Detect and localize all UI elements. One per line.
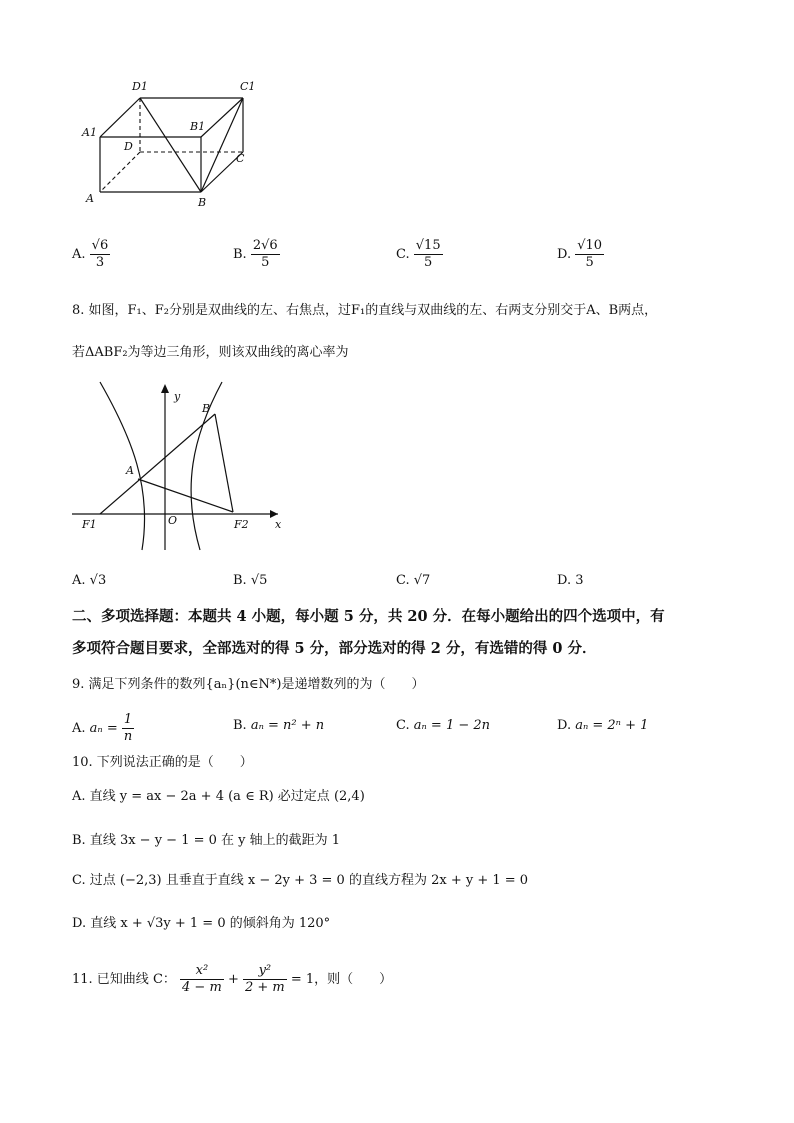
q7-option-b[interactable]: [233, 238, 280, 271]
option-letter: B.: [233, 718, 247, 733]
q7-option-c[interactable]: [396, 238, 443, 271]
label-C: C: [236, 152, 245, 165]
option-value: √5: [250, 573, 268, 588]
denominator: 5: [424, 255, 433, 270]
option-value: √3: [89, 573, 107, 588]
section-heading-line1: 二、多项选择题：本题共 4 小题，每小题 5 分，共 20 分．在每小题给出的四个选项中，有: [72, 608, 665, 625]
denominator: 4 − m: [182, 980, 222, 995]
numerator: y²: [243, 963, 287, 980]
q9-option-d[interactable]: [557, 718, 648, 733]
option-letter: C.: [396, 573, 410, 588]
q10-stem: 10. 下列说法正确的是（ ）: [72, 755, 253, 770]
q11-suffix: = 1，则（ ）: [290, 972, 393, 987]
option-value: aₙ = 1 − 2n: [413, 718, 491, 733]
q9-option-b[interactable]: [233, 718, 324, 733]
q8-stem-line2: 若ΔABF₂为等边三角形，则该双曲线的离心率为: [72, 345, 349, 360]
q9-option-a[interactable]: [72, 712, 134, 745]
plus-sign: +: [227, 972, 239, 987]
label-A: A: [126, 464, 134, 477]
option-letter: B.: [233, 573, 247, 588]
option-letter: A.: [72, 247, 86, 262]
q9-option-c[interactable]: [396, 718, 490, 733]
denominator: n: [123, 729, 133, 744]
q10-option-d[interactable]: D. 直线 x + √3y + 1 = 0 的倾斜角为 120°: [72, 916, 331, 931]
denominator: 5: [261, 255, 270, 270]
q9-stem: 9. 满足下列条件的数列{aₙ}(n∈N*)是递增数列的为（ ）: [72, 677, 425, 692]
option-lhs: aₙ =: [89, 721, 118, 736]
fraction: [414, 238, 443, 271]
q10-option-b[interactable]: B. 直线 3x − y − 1 = 0 在 y 轴上的截距为 1: [72, 833, 341, 848]
fraction: [575, 238, 604, 271]
numerator: x²: [180, 963, 224, 980]
label-D: D: [124, 140, 133, 153]
option-letter: C.: [396, 247, 410, 262]
section-heading-line2: 多项符合题目要求，全部选对的得 5 分，部分选对的得 2 分，有选错的得 0 分．: [72, 640, 597, 657]
q10-option-a[interactable]: A. 直线 y = ax − 2a + 4 (a ∈ R) 必过定点 (2,4): [72, 789, 365, 804]
option-value: √7: [413, 573, 431, 588]
denominator: 3: [95, 255, 105, 270]
option-letter: D.: [557, 573, 572, 588]
option-value: aₙ = 2ⁿ + 1: [575, 718, 649, 733]
numerator: √10: [577, 238, 603, 253]
option-letter: C.: [396, 718, 410, 733]
numerator: √6: [91, 238, 109, 253]
q7-option-d[interactable]: [557, 238, 604, 271]
label-C1: C1: [240, 80, 256, 93]
option-letter: B.: [233, 247, 247, 262]
option-value: aₙ = n² + n: [250, 718, 325, 733]
label-B1: B1: [190, 120, 206, 133]
q11-stem: [72, 960, 392, 1000]
option-letter: A.: [72, 573, 86, 588]
fraction: [122, 712, 134, 745]
label-O: O: [168, 514, 178, 527]
denominator: 2 + m: [244, 980, 285, 995]
label-F2: F2: [234, 518, 249, 531]
option-letter: D.: [557, 247, 572, 262]
fraction-x: [180, 963, 224, 996]
cuboid-figure: [70, 70, 270, 215]
numerator: 1: [122, 712, 134, 729]
label-y: y: [174, 390, 181, 403]
q11-prefix: 11. 已知曲线 C：: [72, 972, 176, 987]
label-B: B: [198, 196, 207, 209]
option-letter: D.: [557, 718, 572, 733]
fraction-y: [243, 963, 287, 996]
q8-option-a[interactable]: [72, 573, 106, 588]
denominator: 5: [585, 255, 594, 270]
option-value: 3: [575, 573, 584, 588]
numerator: 2√6: [252, 238, 278, 253]
fraction: [251, 238, 280, 271]
option-letter: A.: [72, 721, 86, 736]
q8-option-c[interactable]: [396, 573, 430, 588]
hyperbola-figure: [70, 378, 290, 553]
label-F1: F1: [82, 518, 97, 531]
fraction: [90, 238, 111, 271]
label-A: A: [86, 192, 94, 205]
label-B: B: [202, 402, 211, 415]
label-A1: A1: [82, 126, 97, 139]
numerator: √15: [415, 238, 441, 253]
q8-option-d[interactable]: [557, 573, 584, 588]
label-x: x: [275, 518, 282, 531]
q10-option-c[interactable]: C. 过点 (−2,3) 且垂直于直线 x − 2y + 3 = 0 的直线方程为 2x + y + 1 = 0: [72, 873, 529, 888]
q8-option-b[interactable]: [233, 573, 267, 588]
label-D1: D1: [132, 80, 148, 93]
q7-option-a[interactable]: [72, 238, 110, 271]
q8-stem-line1: 8. 如图，F₁、F₂分别是双曲线的左、右焦点，过F₁的直线与双曲线的左、右两支分别交于A、B两点，: [72, 303, 658, 318]
